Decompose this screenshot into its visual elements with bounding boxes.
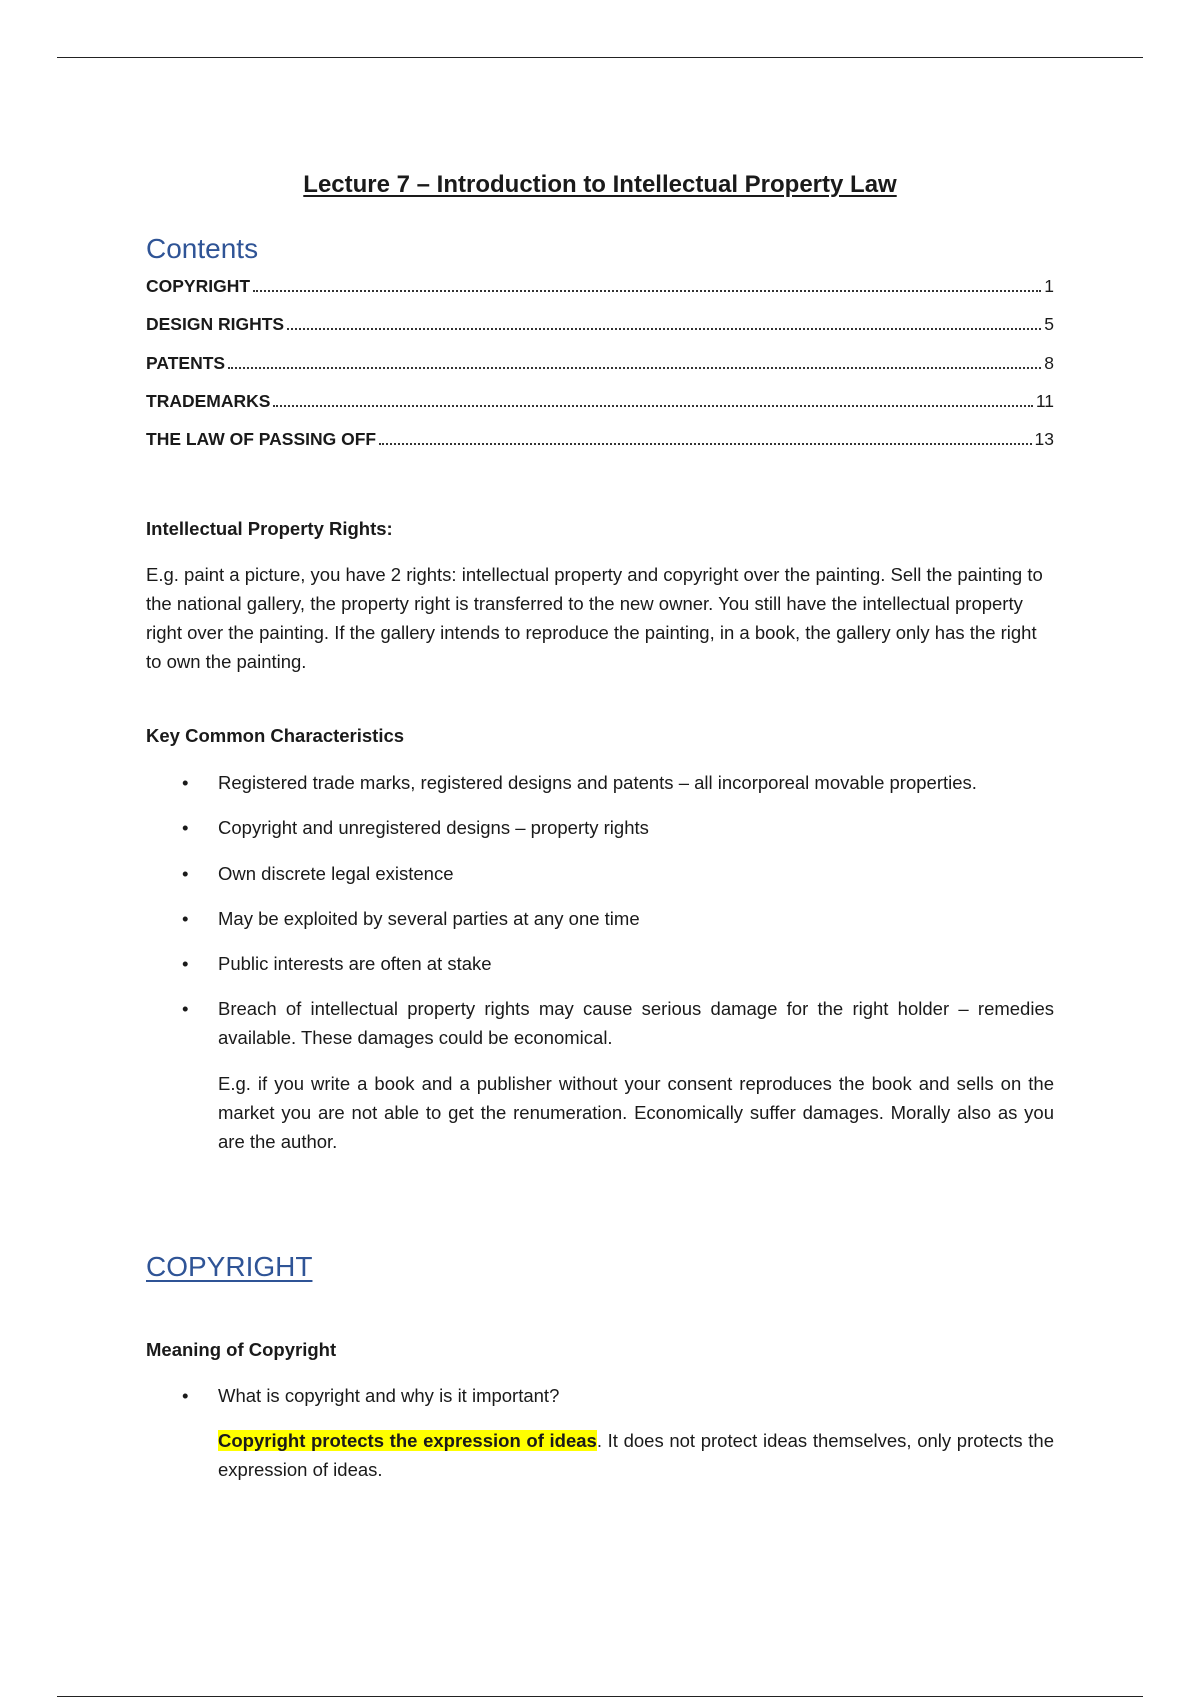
toc-entry-design-rights[interactable]: DESIGN RIGHTS 5 [146,314,1054,334]
document-title: Lecture 7 – Introduction to Intellectual Property Law [303,171,897,198]
toc-entry-patents[interactable]: PATENTS 8 [146,353,1054,373]
toc-entry-passing-off[interactable]: THE LAW OF PASSING OFF 13 [146,429,1054,449]
copyright-heading: COPYRIGHT [146,1251,313,1282]
contents-heading: Contents [146,233,259,264]
highlighted-text: Copyright protects the expression of ideas [218,1430,597,1451]
bullet-icon: • [182,998,189,1019]
characteristics-heading: Key Common Characteristics [146,725,405,746]
ipr-paragraph: E.g. paint a picture, you have 2 rights: intellectual property and copyright over the painting. Sell the painting to the national gallery, the property right is transferred to the new owner. You still have the intellectual property right over the painting. If the gallery intends to reproduce the painting, in a book, the gallery only has the right to own the painting. [146,564,1043,672]
bullet-icon: • [182,772,189,793]
bullet-icon: • [182,1385,189,1406]
ipr-heading: Intellectual Property Rights: [146,518,393,539]
bullet-icon: • [182,817,189,838]
bullet-icon: • [182,908,189,929]
toc-entry-trademarks[interactable]: TRADEMARKS 11 [146,391,1054,411]
toc-entry-copyright[interactable]: COPYRIGHT 1 [146,276,1054,296]
meaning-heading: Meaning of Copyright [146,1339,337,1360]
bottom-rule [57,1696,1143,1697]
top-rule [57,57,1143,58]
characteristics-example: E.g. if you write a book and a publisher without your consent reproduces the book and sells on the market you are not able to get the renumeration. Economically suffer damages. Morally also as you are the author. [218,1073,1054,1152]
bullet-icon: • [182,863,189,884]
copyright-definition: Copyright protects the expression of ideas. It does not protect ideas themselves, only protects the expression of ideas. [218,1430,1054,1480]
bullet-icon: • [182,953,189,974]
